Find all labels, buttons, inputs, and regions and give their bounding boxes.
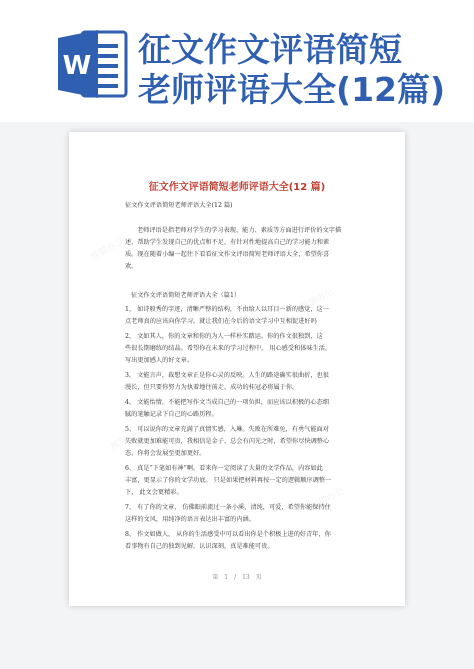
paragraph-line: 7、 有了你的文章， 仿佛眼前流过一条小溪，清纯，可爱，希望你能保持住 (125, 504, 331, 511)
paragraph-line: 腻的笔触记录下自己的心路历程。 (125, 411, 218, 418)
paragraph-line: 欢。 (125, 263, 138, 270)
paragraph-line: 漫长，但只要你努力为执着地往前走，成功的桂冠必将属于你。 (125, 384, 299, 391)
page-number-prefix: 第 (212, 574, 219, 581)
paragraph-line: 8、 作文如做人， 从你的生活感受中可以看出你是个积极上进的好青年，你 (125, 531, 331, 538)
page-number-current: 1 (224, 574, 229, 581)
watermark: 熊猫办公 (89, 236, 126, 263)
logo-letter: W (62, 51, 92, 81)
document-page (69, 132, 405, 606)
word-document-icon (58, 26, 128, 102)
watermark: 熊猫办公 (299, 286, 336, 313)
paragraph-line: 这样的文风，用纯净的语言表达出丰富的内涵。 (125, 516, 255, 523)
document-title: 征文作文评语简短老师评语大全(12 篇) (148, 182, 326, 193)
page-number-suffix: 页 (255, 574, 262, 581)
watermark: 熊猫办公 (109, 426, 146, 453)
page-number-total: 13 (242, 574, 250, 581)
paragraph-line: 态，你将会发展至更加更好。 (125, 450, 206, 457)
paragraph-line: 看事物有自己的独到见解，认识深刻，真是难能可贵。 (125, 543, 274, 550)
paragraph-line: 老师评语是指老师对学生的学习表现、能力、素质等方面进行评价的文字描 (137, 227, 342, 234)
paragraph-line: 丰富，更显示了你的文学功底。 只是如果把材料再按一定的逻辑顺序调整一 (125, 477, 332, 484)
paragraph-line: 4、 文能怡情，不能把写作文当成自己的一项负担，而应该以积极的心态细 (125, 399, 329, 406)
page-number-separator: / (234, 574, 237, 581)
page-title-line-2: 老师评语大全(12篇) (138, 70, 446, 109)
paragraph-line: 6、 真是“下笔如有神”啊。看来你一定阅读了大量的文学作品，内容如此 (125, 465, 323, 472)
paragraph-line: 述，帮助学生发现自己的优点和不足，有针对性地提高自己的学习能力和素 (125, 239, 330, 246)
paragraph-line: 质。现在随着小编一起往下看看征文作文评语简短老师评语大全，希望你喜 (125, 251, 330, 258)
watermark: 熊猫办公 (309, 486, 346, 513)
paragraph-line: 写出更加感人的好文章。 (125, 357, 194, 364)
paragraph-line: 1、 如诗般秀的字迹，清晰严整的结构，不由给人以耳目一新的感觉，这一 (125, 306, 329, 313)
paragraph-line: 下， 此文会更精彩。 (125, 489, 183, 496)
section-heading: 征文作文评语简短老师评语大全（篇1） (131, 292, 241, 299)
paragraph-line: 失败就更加难能可贵，我相信是金子，总会有闪光之时，希望你尽快调整心 (125, 438, 330, 445)
paragraph-line: 5、 可以说你的文章充满了真情实感，入琳。失败在所难免，有勇气能面对 (125, 426, 329, 433)
preview-header (0, 0, 474, 122)
paragraph-line: 2、 文如其人，你的文章和你的为人一样朴实踏运。你的作文很独到，这 (125, 333, 323, 340)
document-subtitle: 征文作文评语简短老师评语大全(12 篇) (125, 202, 233, 209)
page-number (69, 572, 405, 581)
page-title-line-1: 征文作文评语简短 (138, 30, 402, 69)
paragraph-line: 3、 文能言声，裁想文章正是你心灵的反映。人生的路途确实很曲折，也很 (125, 372, 329, 379)
paragraph-line: 点老师真的应该向你学习。就让我们在今后的语文学习中互相促进好吗 (125, 318, 317, 325)
paragraph-line: 些很长期磨练的结晶。希望你在未来的学习过程中， 用心感受和体味生活， (125, 345, 332, 352)
